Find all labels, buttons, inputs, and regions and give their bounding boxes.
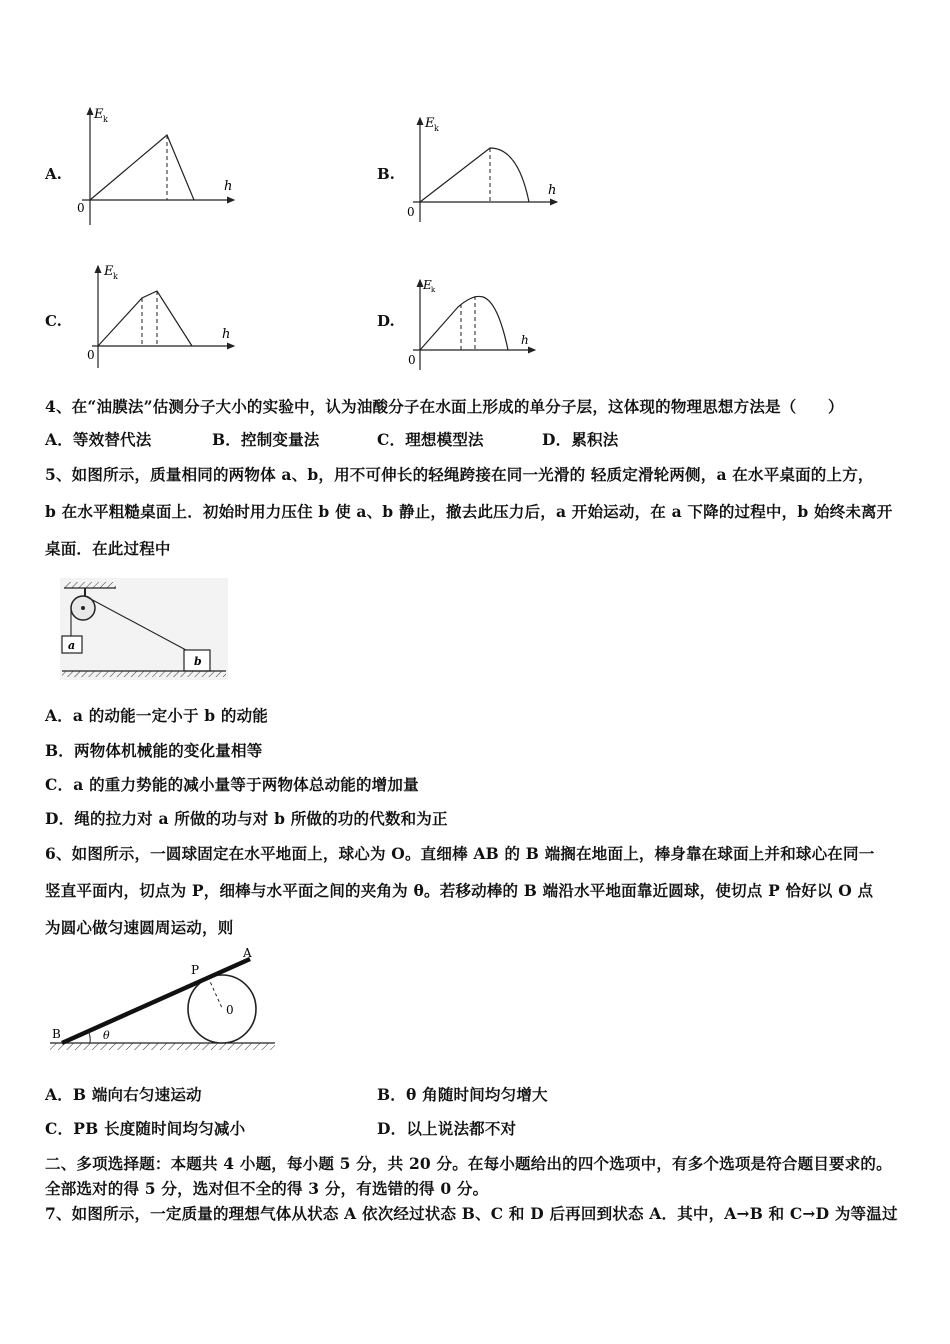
svg-text:k: k (103, 115, 108, 124)
svg-text:k: k (431, 286, 436, 294)
q5-stem-line3: 桌面．在此过程中 (45, 539, 171, 558)
q6-option-d[interactable]: D．以上说法都不对 (377, 1119, 517, 1138)
curve (90, 135, 194, 200)
q6-option-b[interactable]: B．θ 角随时间均匀增大 (377, 1085, 548, 1104)
svg-text:h: h (222, 327, 231, 342)
q5-option-a[interactable]: A．a 的动能一定小于 b 的动能 (45, 706, 268, 725)
option-d-label: D. (377, 312, 395, 330)
q4-option-b[interactable]: B．控制变量法 (212, 430, 320, 449)
origin: 0 (77, 201, 85, 215)
q5-option-b[interactable]: B．两物体机械能的变化量相等 (45, 741, 263, 760)
graph-a (72, 100, 242, 230)
q5-figure-pulley (60, 578, 230, 680)
svg-text:B: B (52, 1027, 61, 1041)
y-label: E (94, 107, 104, 122)
svg-text:θ: θ (103, 1029, 110, 1042)
sphere (188, 975, 256, 1043)
q6-stem-line2: 竖直平面内，切点为 P，细棒与水平面之间的夹角为 θ。若移动棒的 B 端沿水平地面靠近圆球，使切点 P 恰好以 O 点 (45, 881, 874, 900)
svg-text:0: 0 (408, 353, 416, 367)
svg-text:0: 0 (87, 348, 95, 362)
q5-option-c[interactable]: C．a 的重力势能的减小量等于两物体总动能的增加量 (45, 775, 419, 794)
q5-option-d[interactable]: D．绳的拉力对 a 所做的功与对 b 所做的功的代数和为正 (45, 809, 448, 828)
q4-option-c[interactable]: C．理想模型法 (377, 430, 484, 449)
option-b-label: B. (377, 165, 395, 183)
x-label: h (224, 179, 233, 194)
svg-text:k: k (434, 124, 439, 133)
section2-heading-line2: 全部选对的得 5 分，选对但不全的得 3 分，有选错的得 0 分。 (45, 1179, 489, 1198)
q6-option-c[interactable]: C．PB 长度随时间均匀减小 (45, 1119, 246, 1138)
q6-figure-sphere-rod (45, 944, 280, 1056)
svg-text:E: E (425, 116, 435, 131)
svg-text:0: 0 (226, 1003, 234, 1017)
q6-stem-line1: 6、如图所示，一圆球固定在水平地面上，球心为 O。直细棒 AB 的 B 端搁在地面上，棒身靠在球面上并和球心在同一 (45, 844, 875, 863)
svg-text:E: E (104, 264, 114, 279)
svg-text:h: h (548, 183, 557, 198)
option-a-label: A. (45, 165, 62, 183)
svg-text:a: a (68, 639, 76, 652)
graph-c (82, 258, 242, 373)
q4-stem: 4、在“油膜法”估测分子大小的实验中，认为油酸分子在水面上形成的单分子层，这体现的物理思想方法是（ ） (45, 397, 844, 416)
option-c-label: C. (45, 312, 62, 330)
q4-option-d[interactable]: D．累积法 (542, 430, 619, 449)
svg-text:h: h (521, 333, 529, 347)
svg-text:b: b (194, 655, 202, 668)
q4-option-a[interactable]: A．等效替代法 (45, 430, 152, 449)
section2-heading-line1: 二、多项选择题：本题共 4 小题，每小题 5 分，共 20 分。在每小题给出的四个选项中，有多个选项是符合题目要求的。 (45, 1154, 892, 1173)
svg-text:A: A (243, 946, 252, 960)
q5-stem-line1: 5、如图所示，质量相同的两物体 a、b，用不可伸长的轻绳跨接在同一光滑的 轻质定滑轮两侧，a 在水平桌面的上方， (45, 465, 874, 484)
svg-text:P: P (191, 963, 200, 977)
q6-option-a[interactable]: A．B 端向右匀速运动 (45, 1085, 202, 1104)
svg-text:0: 0 (407, 205, 415, 219)
svg-text:k: k (113, 272, 118, 281)
graph-b (403, 110, 563, 225)
q7-stem: 7、如图所示，一定质量的理想气体从状态 A 依次经过状态 B、C 和 D 后再回到状态 A．其中，A→B 和 C→D 为等温过 (45, 1204, 898, 1223)
graph-d (403, 272, 543, 372)
q5-stem-line2: b 在水平粗糙桌面上．初始时用力压住 b 使 a、b 静止，撤去此压力后，a 开始运动，在 a 下降的过程中，b 始终未离开 (45, 502, 893, 521)
svg-text:E: E (423, 278, 432, 292)
q6-stem-line3: 为圆心做匀速圆周运动，则 (45, 918, 234, 937)
